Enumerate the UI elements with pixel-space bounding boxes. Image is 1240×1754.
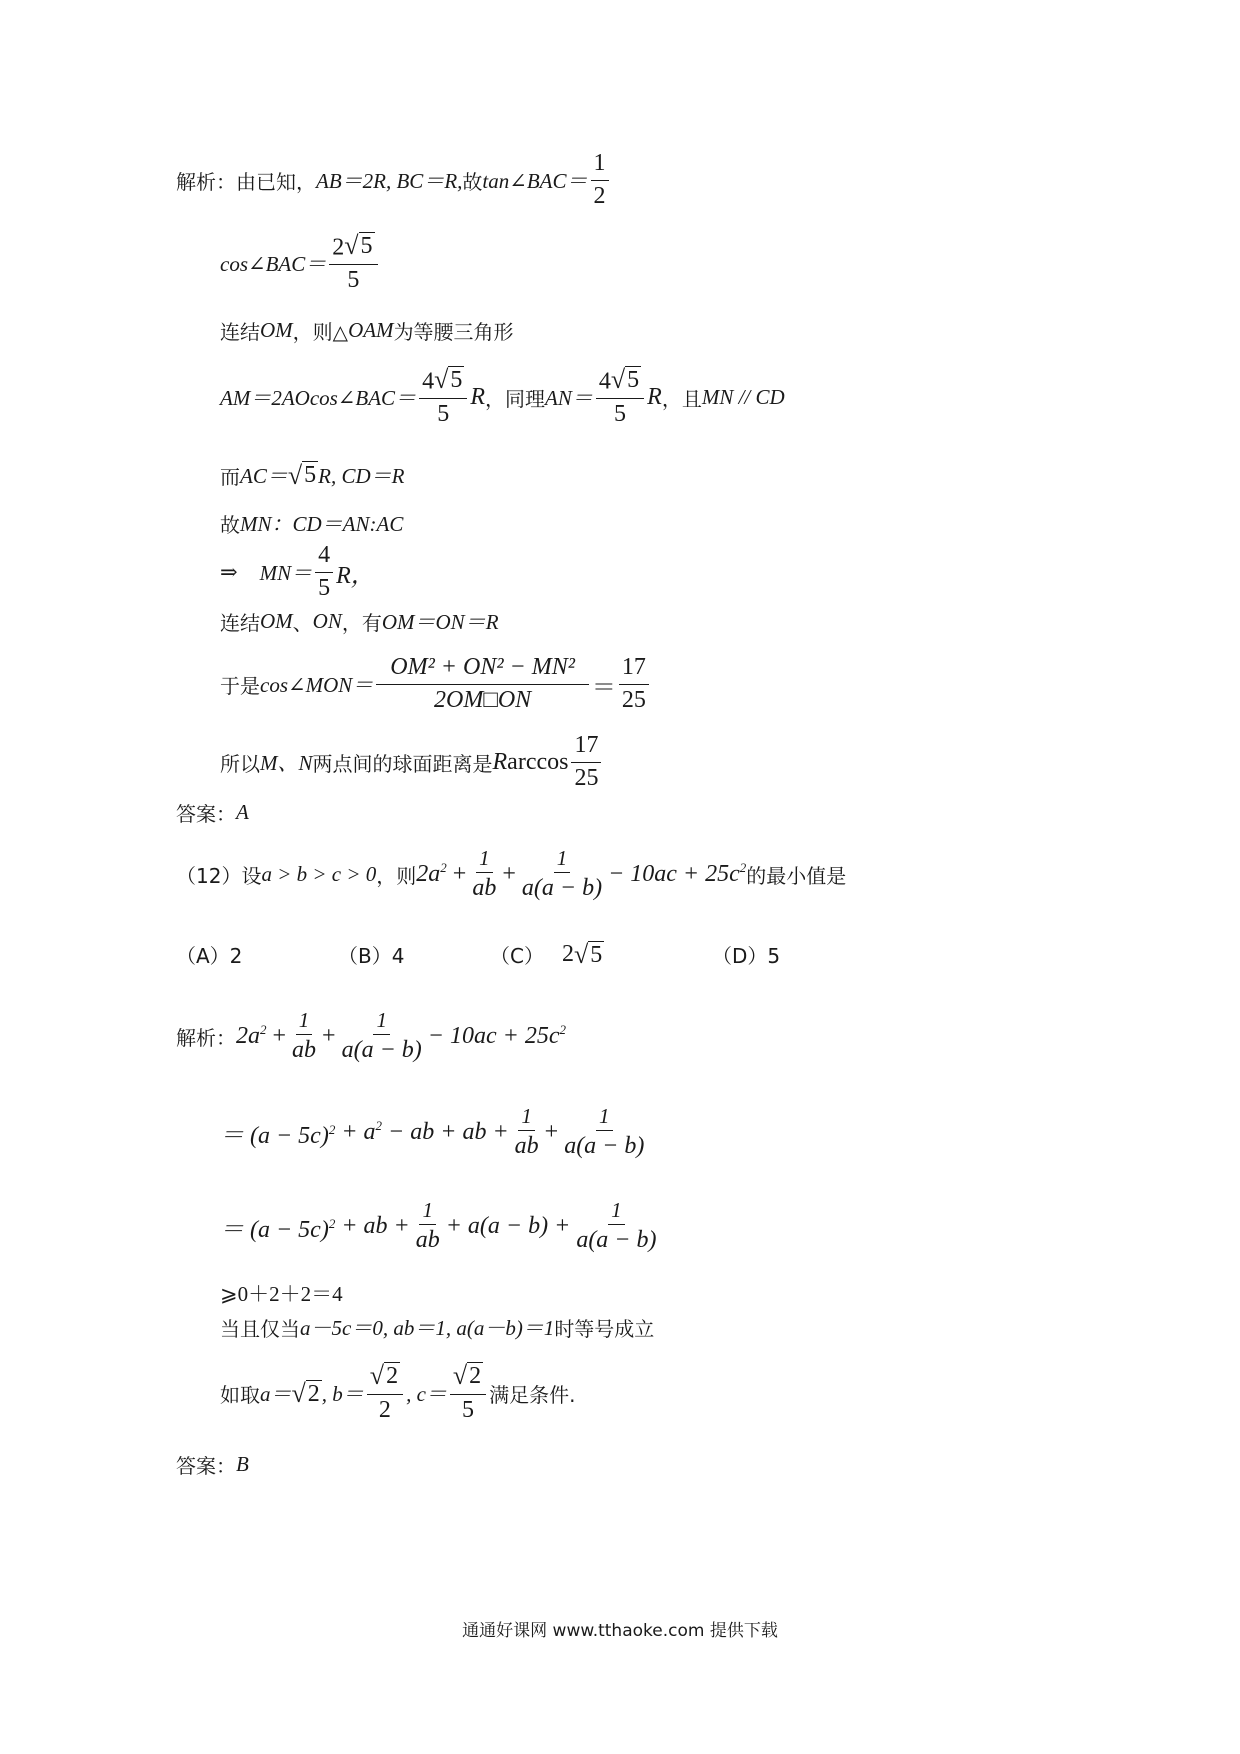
implies-icon: ⇒ — [220, 559, 238, 584]
footer-download-note: 通通好课网 www.tthaoke.com 提供下载 — [462, 1621, 778, 1641]
q11-line-3: 连结 OM ，则△ OAM 为等腰三角形 — [220, 318, 514, 344]
fraction-4sqrt5-over-5: 4 √ 5 5 — [419, 366, 467, 429]
sqrt-icon: √ 5 — [287, 460, 317, 490]
fraction-cos-mon: $\frac{\text{OM² + ON² − MN²}}{2OM□ON}$ — [376, 654, 589, 714]
option-b: （B）4 — [338, 944, 405, 968]
option-c: （C） — [490, 944, 544, 968]
q11-line-5: 而 AC＝ √ 5 R, CD＝R — [220, 460, 405, 490]
option-a: （A）2 — [176, 944, 243, 968]
q12-solution-line-2: ＝ $(a - 5c)^2$ + $a^2$ − ab + ab + $\frac{1}{ab}$ + $\frac{1}{a(a - b)}$ — [220, 1104, 645, 1160]
q12-solution-line-3: ＝ $(a - 5c)^2$ + ab + $\frac{1}{ab}$ + a(a − b) + $\frac{1}{a(a - b)}$ — [220, 1198, 657, 1254]
fraction-4sqrt5-over-5-b: 4 √ 5 5 — [596, 366, 644, 429]
fraction-17-over-25-b: $\frac{17}{25}$ — [571, 732, 601, 792]
fraction-1-over-a-a-b: $\frac{1}{a(a - b)}$ — [521, 846, 603, 902]
q11-line-4: AM＝2AOcos∠BAC＝ 4 √ 5 5 R ，同理 AN＝ 4 √ 5 5 R ，且 MN // CD — [220, 365, 785, 427]
q11-answer: 答案： A — [176, 800, 249, 826]
fraction-1-over-ab: $\frac{1}{ab}$ — [472, 846, 497, 902]
q11-line-6: 故 MN：CD＝AN:AC — [220, 512, 404, 537]
q11-line-2: cos∠BAC＝ 2 √ 5 5 — [220, 232, 381, 295]
sqrt-icon: √ 5 — [610, 365, 640, 395]
sqrt-icon: √ 5 — [573, 940, 603, 970]
fraction-2sqrt5-over-5: 2 √ 5 5 — [329, 232, 377, 295]
sqrt-icon: √ 5 — [434, 365, 463, 395]
jiexi-label: 解析： — [176, 169, 236, 194]
q11-line-1: 解析： 由已知， AB＝2R, BC＝R, 故 tan∠BAC＝ $\frac{1}{2}$ — [176, 150, 612, 210]
q12-solution-line-1: 解析： $2a^2$ + $\frac{1}{ab}$ + $\frac{1}{a(a - b)}$ − $10ac + 25c^2$ — [176, 1008, 566, 1064]
q12-solution-line-6: 如取 a＝ √ 2 , b＝ √ 2 2 , c＝ √ 2 5 满足条件. — [220, 1361, 576, 1423]
q12-answer: 答案： B — [176, 1452, 249, 1478]
sqrt-icon: √ 2 — [291, 1378, 320, 1408]
fraction-17-over-25: $\frac{17}{25}$ — [619, 654, 649, 714]
fraction-one-half: $\frac{1}{2}$ — [591, 150, 609, 210]
sqrt-icon: √ 2 — [369, 1361, 399, 1391]
sqrt-icon: √ 5 — [344, 231, 373, 261]
q12-solution-line-5: 当且仅当 a－5c＝0, ab＝1, a(a－b)＝1 时等号成立 — [220, 1316, 655, 1341]
fraction-4-over-5: $\frac{4}{5}$ — [315, 542, 333, 602]
q11-line-10: 所以 M、N 两点间的球面距离是 R arccos $\frac{17}{25}$ — [220, 732, 604, 792]
q11-line-7: ⇒ MN＝ $\frac{4}{5}$ R， — [220, 542, 375, 601]
q11-line-9: 于是 cos∠MON＝ $\frac{\text{OM² + ON² − MN²}}{2OM□ON}$ ＝ $\frac{17}{25}$ — [220, 654, 652, 714]
q12-question: （12）设 a > b > c > 0 ，则 $2a^2$ + $\frac{1}{ab}$ + $\frac{1}{a(a - b)}$ − $10ac + 25c^2$ 的最小值是 — [176, 846, 847, 902]
q12-solution-line-4: ⩾0＋2＋2＝4 — [220, 1282, 343, 1306]
q11-line-8: 连结 OM 、 ON ，有 OM＝ON＝R — [220, 608, 499, 635]
option-d: （D）5 — [711, 944, 781, 968]
q12-options: （A）2 （B）4 （C） 2 √ 5 （D）5 — [176, 940, 781, 970]
sqrt-icon: √ 2 — [452, 1361, 482, 1391]
